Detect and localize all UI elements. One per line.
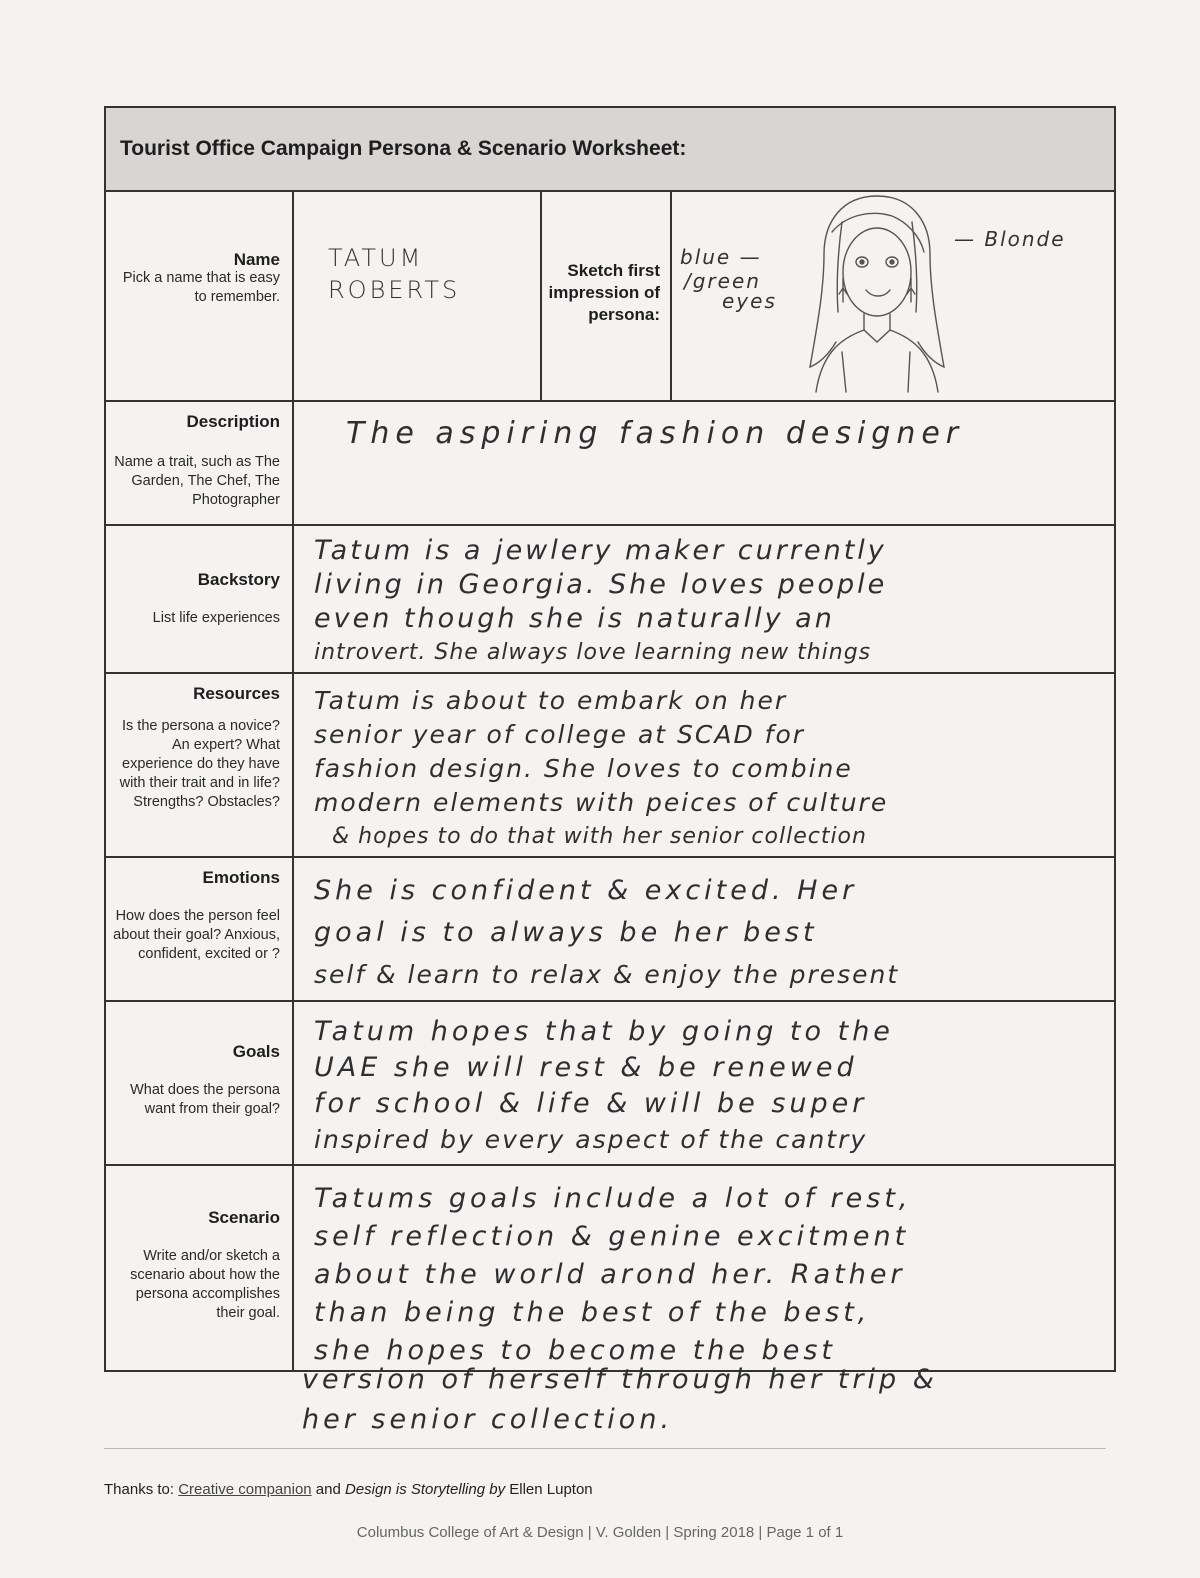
emotions-line: self & learn to relax & enjoy the present	[314, 960, 900, 989]
backstory-label-cell	[106, 526, 294, 672]
backstory-content	[294, 526, 1114, 672]
resources-line: fashion design. She loves to combine	[314, 754, 853, 783]
resources-label: Resources	[193, 684, 280, 703]
resources-line: modern elements with peices of culture	[314, 788, 889, 817]
name-first: TATUM	[328, 244, 424, 272]
resources-label-cell	[106, 674, 294, 856]
name-value	[294, 192, 542, 400]
description-label: Description	[186, 412, 280, 431]
scenario-row	[106, 1166, 1114, 1372]
scenario-line: about the world arond her. Rather	[314, 1259, 906, 1290]
emotions-label-cell	[106, 858, 294, 1000]
scenario-line: self reflection & genine excitment	[314, 1221, 910, 1252]
scenario-content	[294, 1166, 1114, 1370]
persona-sketch-icon	[802, 192, 952, 398]
scenario-overflow-line: her senior collection.	[302, 1404, 674, 1435]
goals-row	[106, 1002, 1114, 1166]
goals-line: Tatum hopes that by going to the	[314, 1016, 894, 1047]
credits	[104, 1481, 593, 1498]
name-label-cell	[106, 192, 294, 400]
goals-line: inspired by every aspect of the cantry	[314, 1125, 868, 1154]
worksheet-table	[104, 106, 1116, 1372]
goals-line: UAE she will rest & be renewed	[314, 1052, 858, 1083]
backstory-sublabel: List life experiences	[152, 610, 280, 626]
backstory-line: Tatum is a jewlery maker currently	[314, 535, 887, 566]
sketch-cell	[672, 192, 1114, 400]
eyes-note-1: blue —	[680, 245, 762, 269]
eyes-note-2: /green	[684, 269, 761, 293]
backstory-label: Backstory	[197, 570, 280, 589]
scenario-overflow	[302, 1360, 938, 1440]
scenario-line: than being the best of the best,	[314, 1297, 871, 1328]
resources-row	[106, 674, 1114, 858]
description-label-cell	[106, 402, 294, 524]
credits-and: and	[315, 1481, 341, 1498]
name-last: ROBERTS	[328, 276, 461, 304]
backstory-line: introvert. She always love learning new things	[314, 640, 872, 665]
goals-line: for school & life & will be super	[314, 1088, 868, 1119]
description-line: The aspiring fashion designer	[346, 416, 965, 451]
credits-prefix: Thanks to:	[104, 1481, 175, 1498]
scenario-label: Scenario	[208, 1208, 280, 1227]
credits-author: Ellen Lupton	[509, 1481, 593, 1498]
name-row	[106, 192, 1114, 402]
scenario-line: she hopes to become the best	[314, 1335, 836, 1366]
resources-line: & hopes to do that with her senior collection	[332, 824, 867, 849]
name-sublabel: Pick a name that is easy to remember.	[122, 270, 280, 305]
description-row	[106, 402, 1114, 526]
description-sublabel: Name a trait, such as The Garden, The Chef, The Photographer	[114, 454, 280, 508]
emotions-label: Emotions	[202, 868, 280, 887]
scenario-line: Tatums goals include a lot of rest,	[314, 1183, 912, 1214]
name-label: Name	[233, 250, 280, 269]
resources-line: senior year of college at SCAD for	[314, 720, 806, 749]
backstory-line: living in Georgia. She loves people	[314, 569, 888, 600]
scenario-label-cell	[106, 1166, 294, 1370]
resources-sublabel: Is the persona a novice? An expert? What experience do they have with their trait and in life? Strengths? Obstacles?	[119, 718, 280, 810]
emotions-content	[294, 858, 1114, 1000]
sketch-label: Sketch first impression of persona:	[542, 192, 672, 400]
goals-content	[294, 1002, 1114, 1164]
credits-book: Design is Storytelling by	[345, 1481, 506, 1498]
resources-content	[294, 674, 1114, 856]
scenario-sublabel: Write and/or sketch a scenario about how the persona accomplishes their goal.	[130, 1248, 280, 1321]
backstory-line: even though she is naturally an	[314, 603, 835, 634]
goals-label-cell	[106, 1002, 294, 1164]
divider	[104, 1448, 1106, 1449]
scenario-overflow-line: version of herself through her trip &	[302, 1364, 938, 1395]
emotions-line: goal is to always be her best	[314, 917, 818, 948]
creative-companion-link[interactable]: Creative companion	[178, 1481, 312, 1498]
goals-label: Goals	[232, 1042, 280, 1061]
eyes-note-3: eyes	[722, 289, 777, 313]
description-content	[294, 402, 1114, 524]
emotions-line: She is confident & excited. Her	[314, 875, 858, 906]
backstory-row	[106, 526, 1114, 674]
hair-note: — Blonde	[954, 227, 1066, 251]
page-footer: Columbus College of Art & Design | V. Golden | Spring 2018 | Page 1 of 1	[356, 1524, 844, 1541]
worksheet-title: Tourist Office Campaign Persona & Scenario Worksheet:	[106, 108, 1114, 192]
emotions-sublabel: How does the person feel about their goal? Anxious, confident, excited or ?	[113, 908, 280, 962]
emotions-row	[106, 858, 1114, 1002]
resources-line: Tatum is about to embark on her	[314, 686, 788, 715]
goals-sublabel: What does the persona want from their goal?	[130, 1082, 280, 1117]
